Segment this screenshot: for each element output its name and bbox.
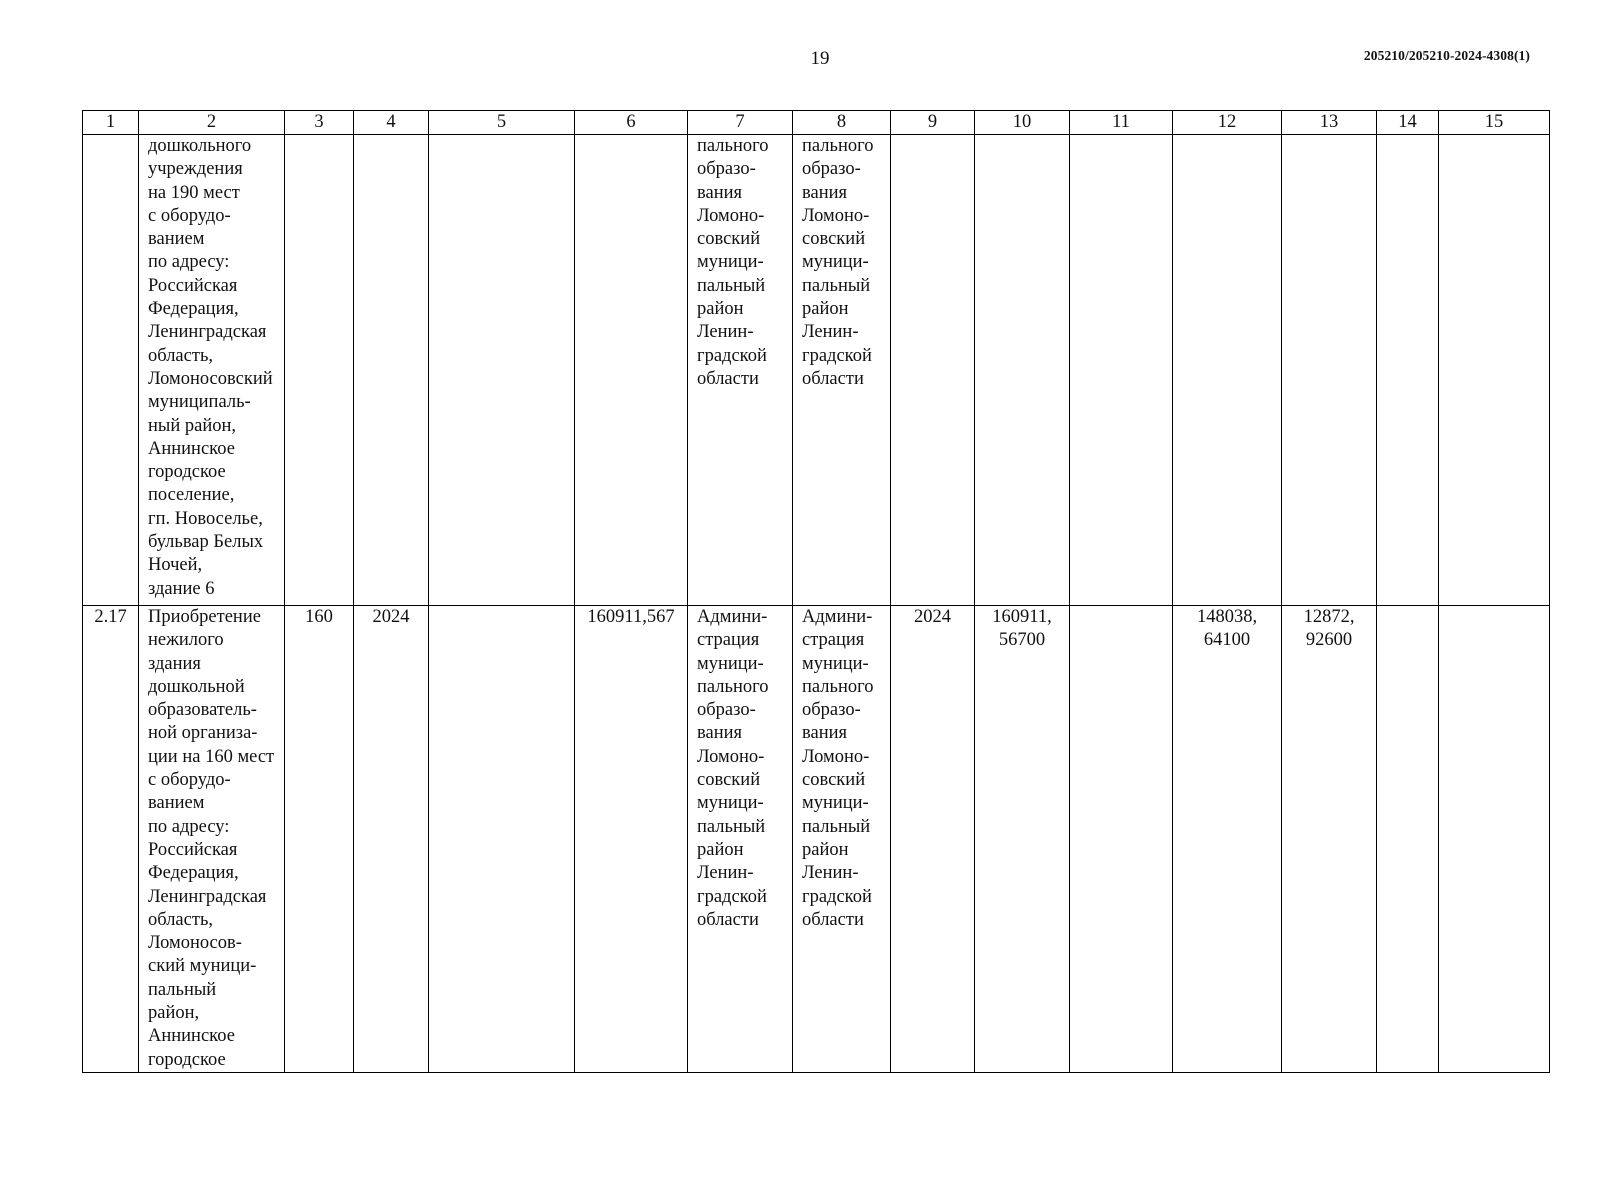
- table-cell: [1439, 135, 1550, 606]
- table-cell: 160911,567: [575, 606, 688, 1073]
- table-cell: 160: [285, 606, 354, 1073]
- table-cell: [285, 135, 354, 606]
- table-cell: [83, 135, 139, 606]
- data-table: [82, 110, 1550, 1073]
- column-header: 9: [891, 111, 975, 135]
- column-header: 7: [688, 111, 793, 135]
- column-header: 13: [1282, 111, 1377, 135]
- table-cell: [1173, 135, 1282, 606]
- table-cell: 12872, 92600: [1282, 606, 1377, 1073]
- table-row: [83, 606, 1550, 1073]
- column-header: 12: [1173, 111, 1282, 135]
- table-cell: пального образо- вания Ломоно- совский муници- пальный район Ленин- градской области: [793, 135, 891, 606]
- column-header: 14: [1377, 111, 1439, 135]
- table-cell: [1377, 606, 1439, 1073]
- table-cell: [891, 135, 975, 606]
- column-header: 8: [793, 111, 891, 135]
- column-header: 5: [429, 111, 575, 135]
- page-number: 19: [810, 48, 830, 69]
- table-cell: [1439, 606, 1550, 1073]
- table-cell: Админи- страция муници- пального образо- вания Ломоно- совский муници- пальный район Ленин- градской области: [688, 606, 793, 1073]
- table-cell: 2024: [891, 606, 975, 1073]
- table-cell: [1070, 606, 1173, 1073]
- header-row: [83, 111, 1550, 135]
- table-cell: [1070, 135, 1173, 606]
- table-cell: 2024: [354, 606, 429, 1073]
- table-cell: [429, 135, 575, 606]
- column-header: 4: [354, 111, 429, 135]
- table-cell: [975, 135, 1070, 606]
- table-cell: пального образо- вания Ломоно- совский муници- пальный район Ленин- градской области: [688, 135, 793, 606]
- column-header: 1: [83, 111, 139, 135]
- column-header: 11: [1070, 111, 1173, 135]
- table-cell: дошкольного учреждения на 190 мест с оборудо- ванием по адресу: Российская Федерация, Ленинградская область, Ломоносовский муниципаль- ный район, Аннинское городское поселение, гп. Новоселье, бульвар Белых Ночей, здание 6: [139, 135, 285, 606]
- table-cell: [1282, 135, 1377, 606]
- table-cell: [575, 135, 688, 606]
- document-code: 205210/205210-2024-4308(1): [1363, 48, 1530, 63]
- table-cell: 148038, 64100: [1173, 606, 1282, 1073]
- table-cell: [1377, 135, 1439, 606]
- table-cell: Приобретение нежилого здания дошкольной образователь- ной организа- ции на 160 мест с оборудо- ванием по адресу: Российская Федерация, Ленинградская область, Ломоносов- ский муници- пальный район, Аннинское городское: [139, 606, 285, 1073]
- column-header: 10: [975, 111, 1070, 135]
- table-cell: 2.17: [83, 606, 139, 1073]
- table-cell: [354, 135, 429, 606]
- table-cell: 160911, 56700: [975, 606, 1070, 1073]
- table-cell: Админи- страция муници- пального образо- вания Ломоно- совский муници- пальный район Ленин- градской области: [793, 606, 891, 1073]
- column-header: 6: [575, 111, 688, 135]
- column-header: 3: [285, 111, 354, 135]
- column-header: 2: [139, 111, 285, 135]
- column-header: 15: [1439, 111, 1550, 135]
- table-row: [83, 135, 1550, 606]
- table-cell: [429, 606, 575, 1073]
